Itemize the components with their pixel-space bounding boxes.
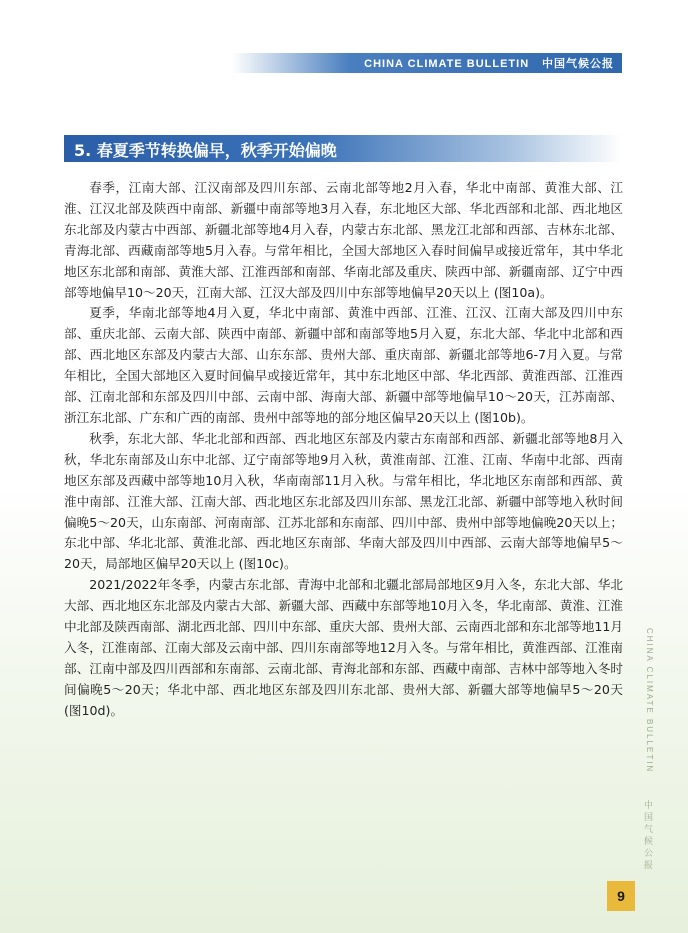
header-band — [232, 53, 622, 73]
side-title-cn: 中国气候公报 — [642, 800, 652, 872]
paragraph-autumn: 秋季，东北大部、华北北部和西部、西北地区东部及内蒙古东南部和西部、新疆北部等地8月入秋，华北东南部及山东中北部、辽宁南部等地9月入秋，黄淮南部、江淮、江南、华南中北部、西南地区东部及西藏中部等地10月入秋，华南南部11月入秋。与常年相比，华北地区东南部和西部、黄淮中南部、江淮大部、江南大部、西北地区东北部及四川东部、黑龙江北部、新疆中部等地入秋时间偏晚5～20天，山东南部、河南南部、江苏北部和东南部、四川中部、贵州中部等地偏晚20天以上；东北中部、华北北部、黄淮北部、西北地区东南部、华南大部及四川中西部、云南大部等地偏早5～20天，局部地区偏早20天以上 (图10c)。 — [64, 430, 623, 572]
header-title — [364, 55, 614, 71]
paragraph-spring: 春季，江南大部、江汉南部及四川东部、云南北部等地2月入春，华北中南部、黄淮大部、江淮、江汉北部及陕西中南部、新疆中南部等地3月入春，东北地区大部、华北西部和北部、西北地区东北部及内蒙古中西部、新疆北部等地4月入春，内蒙古东北部、黑龙江北部和西部、吉林东北部、青海北部、西藏南部等地5月入春。与常年相比，全国大部地区入春时间偏早或接近常年，其中华北地区东北部和南部、黄淮大部、江淮西部和南部、华南北部及重庆、陕西中部、新疆南部、辽宁中西部等地偏早10～20天，江南大部、江汉大部及四川中东部等地偏早20天以上 (图10a)。 — [64, 180, 623, 300]
section-title-bar — [64, 135, 622, 162]
paragraph-winter: 2021/2022年冬季，内蒙古东北部、青海中北部和北疆北部局部地区9月入冬，东北大部、华北大部、西北地区东北部及内蒙古大部、新疆大部、西藏中东部等地10月入冬，华北南部、黄淮、江淮中北部及陕西南部、湖北西北部、四川中东部、重庆大部、贵州大部、云南西北部和东北部等地11月入冬，江淮南部、江南大部及云南中部、四川东南部等地12月入冬。与常年相比，黄淮西部、江淮南部、江南中部及四川西部和东南部、云南北部、青海北部和东部、西藏中南部、吉林中部等地入冬时间偏晚5～20天；华北中部、西北地区东部及四川东北部、贵州大部、新疆大部等地偏早5～20天 (图10d)。 — [64, 577, 623, 718]
body-text — [64, 178, 623, 722]
page-number: 9 — [607, 881, 635, 911]
header-title-en: CHINA CLIMATE BULLETIN — [364, 58, 530, 70]
paragraph-summer: 夏季，华南北部等地4月入夏，华北中南部、黄淮中西部、江淮、江汉、江南大部及四川中东部、重庆北部、云南大部、陕西中南部、新疆中部和南部等地5月入夏，东北大部、华北中北部和西部、西北地区东部及内蒙古大部、山东东部、贵州大部、重庆南部、新疆北部等地6-7月入夏。与常年相比，全国大部地区入夏时间偏早或接近常年，其中东北地区中部、华北西部、黄淮西部、江淮西部、江南北部和东部及四川中部、云南中部、海南大部、新疆中部等地偏早10～20天，江苏南部、浙江东北部、广东和广西的南部、贵州中部等地的部分地区偏早20天以上 (图10b)。 — [64, 305, 623, 425]
side-title-en: CHINA CLIMATE BULLETIN — [645, 628, 654, 774]
section-title: 5. 春夏季节转换偏早，秋季开始偏晚 — [74, 141, 337, 160]
header-title-cn: 中国气候公报 — [542, 57, 614, 70]
